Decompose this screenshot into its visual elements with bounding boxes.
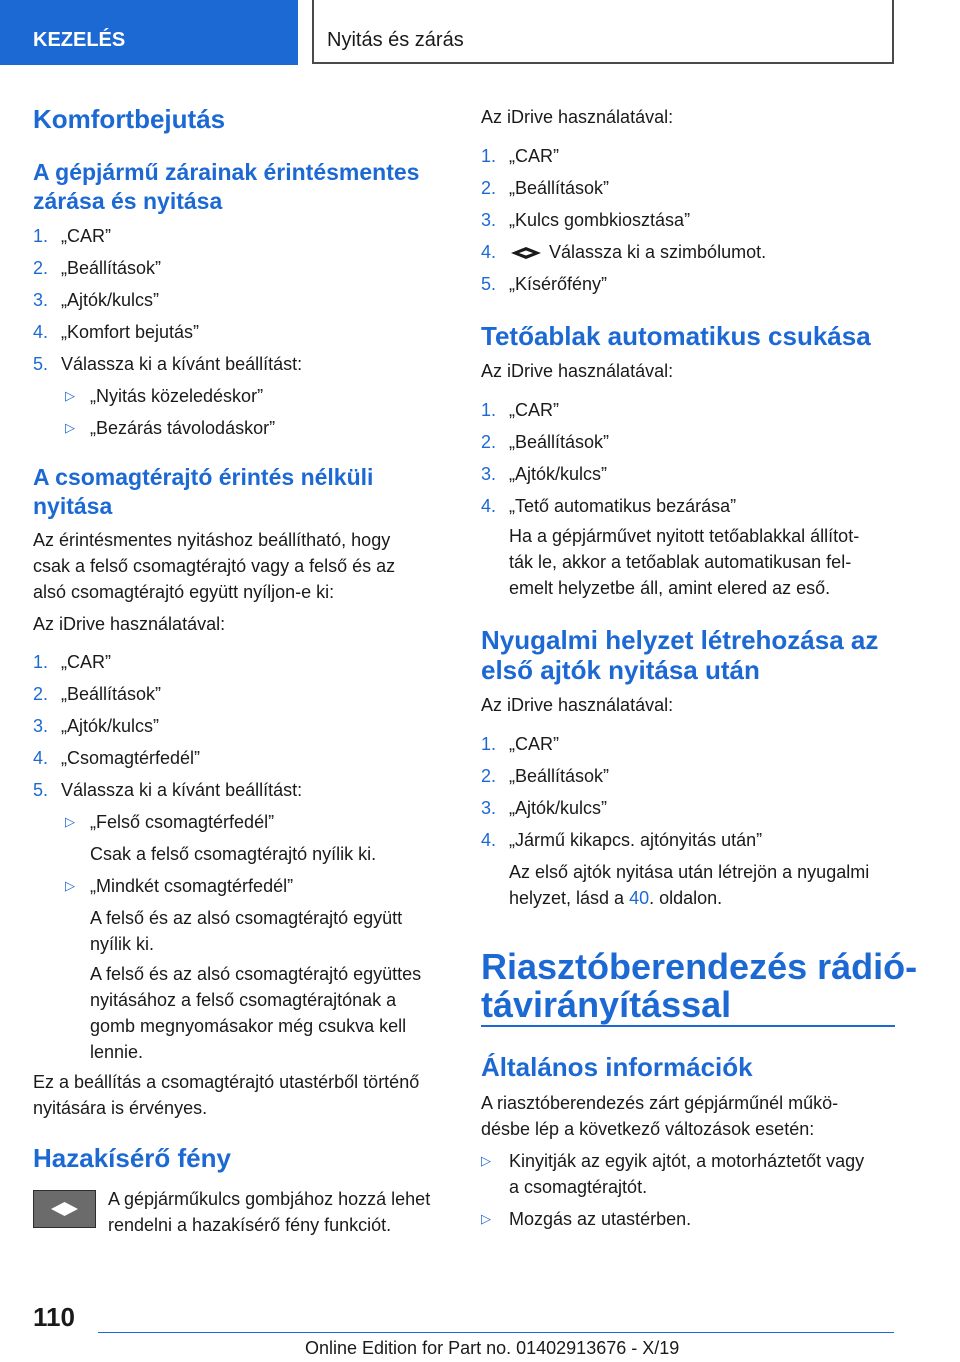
list-item (33, 777, 302, 803)
step-text: „CAR” (61, 226, 111, 246)
list-item (481, 207, 690, 233)
step-number: 4. (33, 322, 49, 342)
list-item (481, 143, 559, 169)
title-komfortbejutas: Komfortbejutás (33, 104, 226, 134)
list-item (33, 255, 161, 281)
triangle-bullet-icon: ▷ (65, 388, 75, 403)
step-text: „Kulcs gombkiosztása” (509, 210, 691, 230)
step-number: 2. (481, 178, 497, 198)
list-item (33, 287, 159, 313)
heading-nyugalmi-line1: Nyugalmi helyzet létrehozása az (481, 625, 879, 655)
section-divider (481, 1025, 895, 1027)
heading-s2-line2: nyitása (33, 493, 113, 519)
step-text: „Beállítások” (509, 766, 610, 786)
step-text: „Csomagtérfedél” (61, 748, 201, 768)
step-text: „Jármű kikapcs. ajtónyitás után” (509, 830, 763, 850)
list-item (481, 1148, 864, 1176)
header-topic-box (312, 0, 894, 64)
step-number: 5. (33, 780, 49, 800)
step-description: ták le, akkor a tetőablak automatikusan fel- (509, 552, 852, 572)
key-button-icon (33, 1190, 96, 1228)
list-item (65, 873, 293, 901)
step-text: „Beállítások” (509, 178, 610, 198)
triangle-bullet-icon: ▷ (481, 1211, 491, 1226)
heading-riaszto-line2: távirányítással (481, 984, 732, 1025)
step-text: „Tető automatikus bezárása” (509, 496, 737, 516)
option-description: nyílik ki. (90, 934, 155, 954)
list-item (481, 429, 609, 455)
step-text: „Ajtók/kulcs” (509, 464, 608, 484)
triangle-bullet-icon: ▷ (65, 814, 75, 829)
option-description: Csak a felső csomagtérajtó nyílik ki. (90, 844, 377, 864)
paragraph-line: A riasztóberendezés zárt gépjárműnél műkö- (481, 1093, 839, 1113)
heading-s1-line1: A gépjármű zárainak érintésmentes (33, 159, 420, 185)
header-topic-label: Nyitás és zárás (327, 29, 464, 51)
heading-tetoablak: Tetőablak automatikus csukása (481, 321, 871, 351)
step-description (509, 885, 722, 911)
list-item (481, 763, 609, 789)
paragraph-line: Az iDrive használatával: (33, 614, 226, 634)
triangle-bullet-icon: ▷ (65, 420, 75, 435)
step-number: 5. (481, 274, 497, 294)
diamond-symbol-icon (509, 241, 549, 267)
step-text: „Beállítások” (61, 258, 162, 278)
step-number: 1. (481, 734, 497, 754)
step-number: 3. (481, 464, 497, 484)
step-number: 2. (481, 766, 497, 786)
option-description: nyitásához a felső csomagtérajtónak a (90, 990, 397, 1010)
paragraph-line: désbe lép a következő változások esetén: (481, 1119, 815, 1139)
paragraph-line: A gépjárműkulcs gombjához hozzá lehet (108, 1189, 431, 1209)
step-text: „Beállítások” (61, 684, 162, 704)
page-number: 110 (33, 1302, 75, 1332)
list-item (65, 809, 274, 837)
step-description: Az első ajtók nyitása után létrejön a nyugalmi (509, 862, 870, 882)
paragraph-line: rendelni a hazakísérő fény funkciót. (108, 1215, 392, 1235)
triangle-bullet-icon: ▷ (65, 878, 75, 893)
paragraph-line: csak a felső csomagtérajtó vagy a felső és az (33, 556, 396, 576)
step-number: 1. (33, 226, 49, 246)
option-text: „Bezárás távolodáskor” (90, 418, 276, 438)
step-text: „Ajtók/kulcs” (509, 798, 608, 818)
triangle-bullet-icon: ▷ (481, 1153, 491, 1168)
step-text: „CAR” (509, 734, 559, 754)
option-text: „Mindkét csomagtérfedél” (90, 876, 294, 896)
header-section-tab (0, 0, 298, 65)
heading-hazakisero-feny: Hazakísérő fény (33, 1143, 231, 1173)
step-text: „Komfort bejutás” (61, 322, 200, 342)
option-description: A felső és az alsó csomagtérajtó együttes (90, 964, 422, 984)
step-text: Válassza ki a kívánt beállítást: (61, 780, 303, 800)
step-text: „Ajtók/kulcs” (61, 290, 160, 310)
step-text: „CAR” (61, 652, 111, 672)
step-number: 1. (481, 146, 497, 166)
paragraph-line: Az iDrive használatával: (481, 107, 674, 127)
step-number: 4. (33, 748, 49, 768)
step-number: 3. (33, 290, 49, 310)
list-item (33, 745, 200, 771)
step-number: 2. (33, 258, 49, 278)
list-item (33, 319, 199, 345)
page-link[interactable]: 40 (629, 888, 650, 908)
list-item (481, 461, 607, 487)
list-item (481, 827, 762, 853)
step-text: „Beállítások” (509, 432, 610, 452)
option-text: „Felső csomagtérfedél” (90, 812, 275, 832)
step-number: 4. (481, 830, 497, 850)
step-number: 3. (481, 798, 497, 818)
list-item (481, 493, 736, 519)
option-text: „Nyitás közeledéskor” (90, 386, 264, 406)
step-number: 1. (481, 400, 497, 420)
step-number: 3. (33, 716, 49, 736)
footer-edition: Online Edition for Part no. 01402913676 - X/19 (305, 1338, 680, 1358)
list-item (481, 397, 559, 423)
bullet-text: Kinyitják az egyik ajtót, a motorháztetőt vagy (509, 1151, 865, 1171)
step-number: 4. (481, 496, 497, 516)
heading-s2-line1: A csomagtérajtó érintés nélküli (33, 464, 374, 490)
step-text: „Ajtók/kulcs” (61, 716, 160, 736)
list-item (481, 271, 607, 297)
heading-altalanos: Általános információk (481, 1052, 753, 1082)
heading-riaszto-line1: Riasztóberendezés rádió- (481, 946, 918, 987)
bullet-text: a csomagtérajtót. (509, 1177, 648, 1197)
paragraph-line: Az iDrive használatával: (481, 361, 674, 381)
list-item (33, 681, 161, 707)
step-text: „CAR” (509, 400, 559, 420)
desc-text: . oldalon. (649, 888, 723, 908)
step-description: Ha a gépjárművet nyitott tetőablakkal állítot- (509, 526, 860, 546)
list-item (65, 383, 263, 411)
list-item (481, 239, 766, 265)
list-item (481, 795, 607, 821)
option-description: lennie. (90, 1042, 144, 1062)
step-text: „CAR” (509, 146, 559, 166)
step-text: „Kísérőfény” (509, 274, 608, 294)
list-item (481, 175, 609, 201)
heading-nyugalmi-line2: első ajtók nyitása után (481, 655, 760, 685)
footer-divider (98, 1332, 894, 1333)
paragraph-line: alsó csomagtérajtó együtt nyíljon-e ki: (33, 582, 335, 602)
step-text: Válassza ki a kívánt beállítást: (61, 354, 303, 374)
list-item (33, 223, 111, 249)
step-number: 5. (33, 354, 49, 374)
step-number: 1. (33, 652, 49, 672)
step-number: 3. (481, 210, 497, 230)
desc-text: helyzet, lásd a (509, 888, 630, 908)
heading-s1-line2: zárása és nyitása (33, 188, 223, 214)
list-item (33, 713, 159, 739)
option-description: A felső és az alsó csomagtérajtó együtt (90, 908, 403, 928)
option-description: gomb megnyomásakor még csukva kell (90, 1016, 407, 1036)
list-item (481, 731, 559, 757)
paragraph-line: Az érintésmentes nyitáshoz beállítható, hogy (33, 530, 391, 550)
paragraph-line: nyitására is érvényes. (33, 1098, 208, 1118)
paragraph-line: Az iDrive használatával: (481, 695, 674, 715)
step-text: Válassza ki a szimbólumot. (549, 242, 767, 262)
header-section-label: KEZELÉS (33, 29, 126, 51)
list-item (33, 351, 302, 377)
list-item (65, 415, 275, 443)
step-number: 4. (481, 242, 497, 262)
paragraph-line: Ez a beállítás a csomagtérajtó utastérből történő (33, 1072, 420, 1092)
step-number: 2. (33, 684, 49, 704)
step-description: emelt helyzetbe áll, amint elered az eső. (509, 578, 831, 598)
list-item (481, 1206, 691, 1234)
list-item (33, 649, 111, 675)
bullet-text: Mozgás az utastérben. (509, 1209, 692, 1229)
step-number: 2. (481, 432, 497, 452)
